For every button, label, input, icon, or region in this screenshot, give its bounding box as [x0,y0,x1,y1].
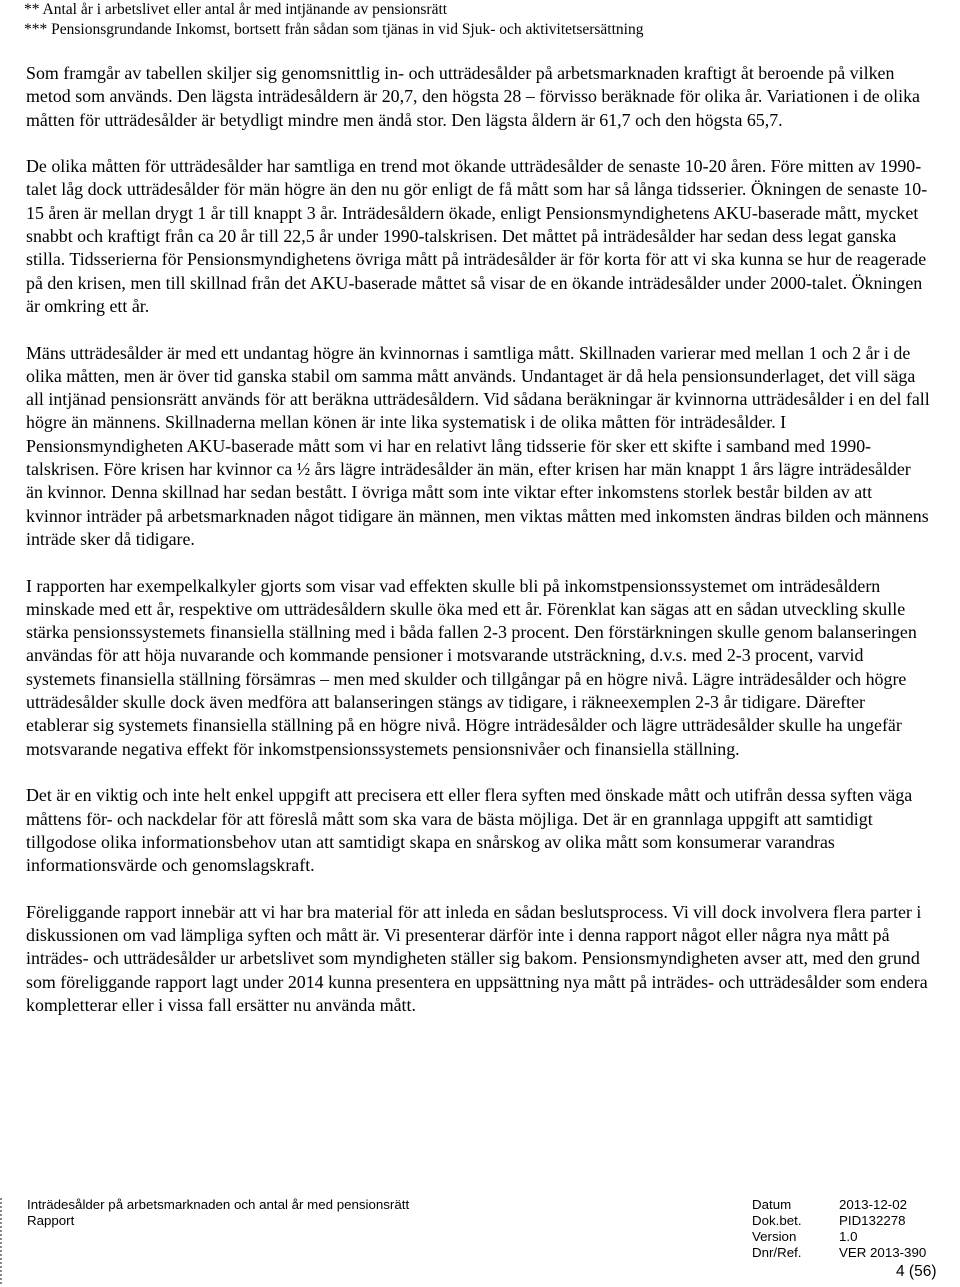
meta-label: Dnr/Ref. [752,1245,802,1260]
footer-document-info [27,1197,409,1229]
meta-row-version [752,1229,952,1245]
meta-row-reference [752,1245,952,1261]
footer-title: Inträdesålder på arbetsmarknaden och antal år med pensionsrätt [27,1197,410,1212]
body-text [26,62,931,1040]
page-number: 4 (56) [896,1263,937,1280]
meta-row-date [752,1197,952,1213]
meta-label: Datum [752,1197,792,1212]
footnotes [24,0,944,40]
meta-label: Dok.bet. [752,1213,802,1228]
paragraph: I rapporten har exempelkalkyler gjorts som visar vad effekten skulle bli på inkomstpensionssystemet om inträdesåldern minskade med ett år, respektive om utträdesåldern skulle öka med ett år. Förenklat kan sägas att en sådan utveckling skulle stärka pensionssystemets finansiella ställning med i båda fallen 2-3 procent. Den förstärkningen skulle genom balanseringen användas för att höja nuvarande och kommande pensioner i motsvarande utsträckning, d.v.s. med 2-3 procent, varvid systemets finansiella ställning försämras – men med skulder och tillgångar på en högre nivå. Lägre inträdesålder och högre utträdesålder skulle dock även medföra att balanseringen stängs av tidigare, i räkneexemplen 2-3 år tidigare. Därefter etablerar sig systemets finansiella ställning på en högre nivå. Högre inträdesålder och lägre utträdesålder skulle ha ungefär motsvarande negativa effekt för inkomstpensionssystemets pensionsnivåer och finansiella ställning. [26,575,917,759]
meta-label: Version [752,1229,797,1244]
paragraph: De olika måtten för utträdesålder har samtliga en trend mot ökande utträdesålder de senaste 10-20 åren. Före mitten av 1990-talet låg dock utträdesålder för män högre än den nu gör enligt de få mått som har så långa tidsserier. Ökningen de senaste 10-15 åren är mellan drygt 1 år till knappt 3 år. Inträdesåldern ökade, enligt Pensionsmyndighetens AKU-baserade mått, mycket snabbt och kraftigt från ca 20 år till 22,5 år under 1990-talskrisen. Det måttet på inträdesålder har sedan dess legat ganska stilla. Tidsserierna för Pensionsmyndighetens övriga mått på inträdesålder är för korta för att vi ska kunna se hur de reagerade på den krisen, men till skillnad från det AKU-baserade måttet så visar de en ökande inträdesålder under 2000-talet. Ökningen är omkring ett år. [26,156,928,316]
meta-row-doc-id [752,1213,952,1229]
footnote-2: *** Pensionsgrundande Inkomst, bortsett från sådan som tjänas in vid Sjuk- och aktivitetsersättning [24,21,644,38]
footer-metadata [752,1197,952,1261]
footer-doc-type: Rapport [27,1213,75,1228]
paragraph: Mäns utträdesålder är med ett undantag högre än kvinnornas i samtliga mått. Skillnaden varierar med mellan 1 och 2 år i de olika måtten, men är över tid ganska stabil om samma mått används. Undantaget är då hela pensionsunderlaget, det vill säga all intjänad pensionsrätt används för att beräkna utträdesåldern. Vid sådana beräkningar är kvinnorna utträdesålder i en del fall högre än männens. Skillnaderna mellan könen är inte lika systematisk i de olika måtten för inträdesålder. I Pensionsmyndigheten AKU-baserade mått som vi har en relativt lång tidsserie för sker ett skifte i samband med 1990-talskrisen. Före krisen har kvinnor ca ½ års lägre inträdesålder än män, efter krisen har män knappt 1 års lägre inträdesålder än kvinnor. Denna skillnad har sedan bestått. I övriga mått som inte viktar efter inkomstens storlek består bilden av att kvinnor inträder på arbetsmarknaden något tidigare än männen, men viktas måtten med inkomsten ändras bilden och männens inträde sker då tidigare. [26,342,930,549]
meta-value: 2013-12-02 [839,1197,908,1212]
paragraph: Det är en viktig och inte helt enkel uppgift att precisera ett eller flera syften med önskade mått och utifrån dessa syften väga måttens för- och nackdelar för att föreslå mått som ska vara de bästa möjliga. Det är en grannlaga uppgift att samtidigt tillgodose olika informationsbehov utan att samtidigt skapa en snårskog av olika mått som konsumerar varandras informationsvärde och genomslagskraft. [26,785,913,876]
meta-value: 1.0 [839,1229,858,1244]
meta-value: PID132278 [839,1213,906,1228]
paragraph: Som framgår av tabellen skiljer sig genomsnittlig in- och utträdesålder på arbetsmarknaden kraftigt åt beroende på vilken metod som används. Den lägsta inträdesåldern är 20,7, den högsta 28 – förvisso beräknade för olika år. Variationen i de olika måtten för utträdesålder är betydligt mindre men ändå stor. Den lägsta åldern är 61,7 och den högsta 65,7. [26,63,920,130]
paragraph: Föreliggande rapport innebär att vi har bra material för att inleda en sådan beslutsprocess. Vi vill dock involvera flera parter i diskussionen om vad lämpliga syften och mått är. Vi presenterar därför inte i denna rapport något eller några nya mått på inträdes- och utträdesålder ur arbetslivet som myndigheten ställer sig bakom. Pensionsmyndigheten avser att, med den grund som föreliggande rapport lagt under 2014 kunna presentera en uppsättning nya mått på inträdes- och utträdesålder som endera kompletterar eller i vissa fall ersätter nu använda mått. [26,901,928,1015]
meta-value: VER 2013-390 [839,1245,927,1260]
footnote-1: ** Antal år i arbetslivet eller antal år med intjänande av pensionsrätt [24,1,448,18]
page-footer [0,1190,960,1287]
